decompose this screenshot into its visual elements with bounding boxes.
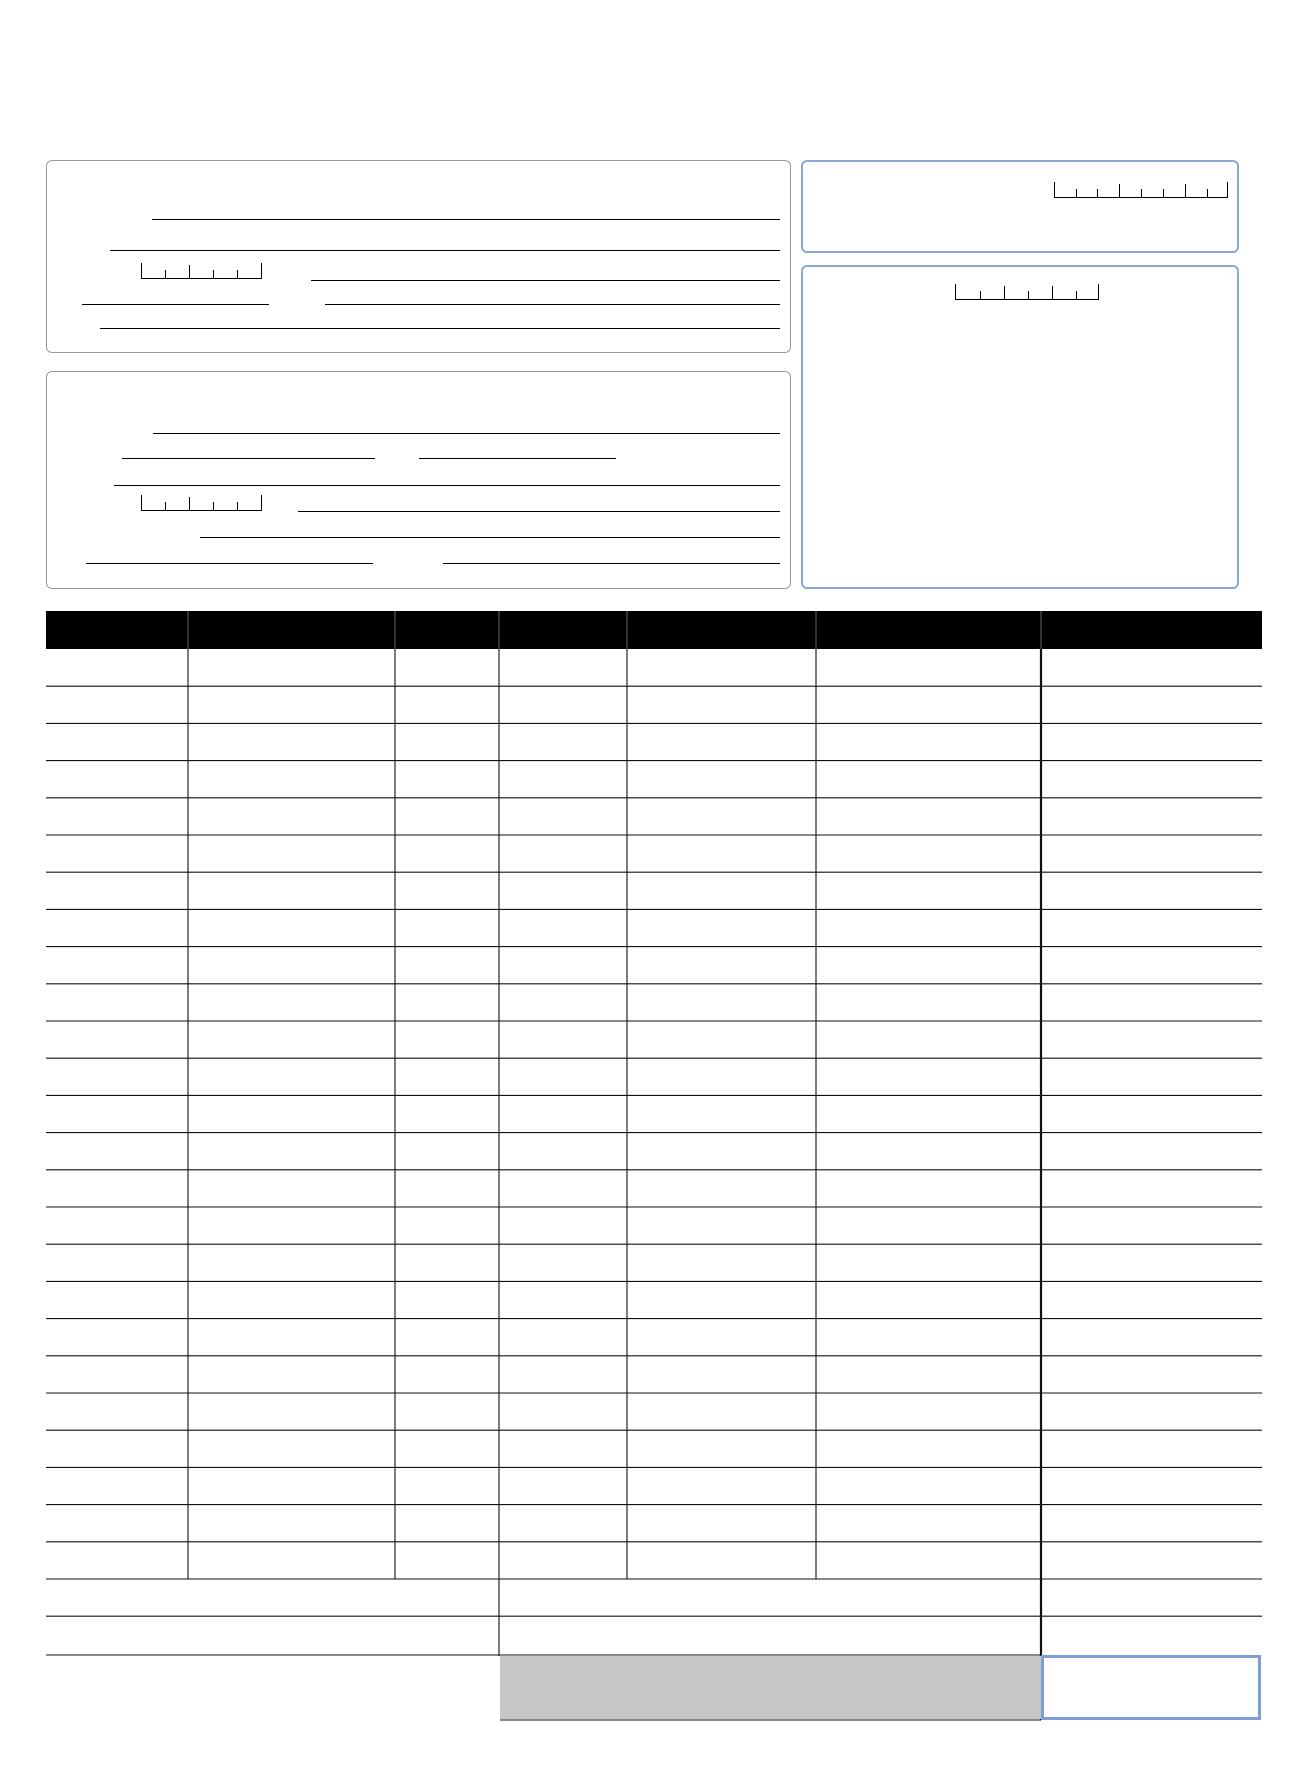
subtotal-band	[500, 1656, 1041, 1719]
table-header-bar	[46, 611, 1262, 649]
grand-total-box[interactable]	[1041, 1655, 1261, 1720]
